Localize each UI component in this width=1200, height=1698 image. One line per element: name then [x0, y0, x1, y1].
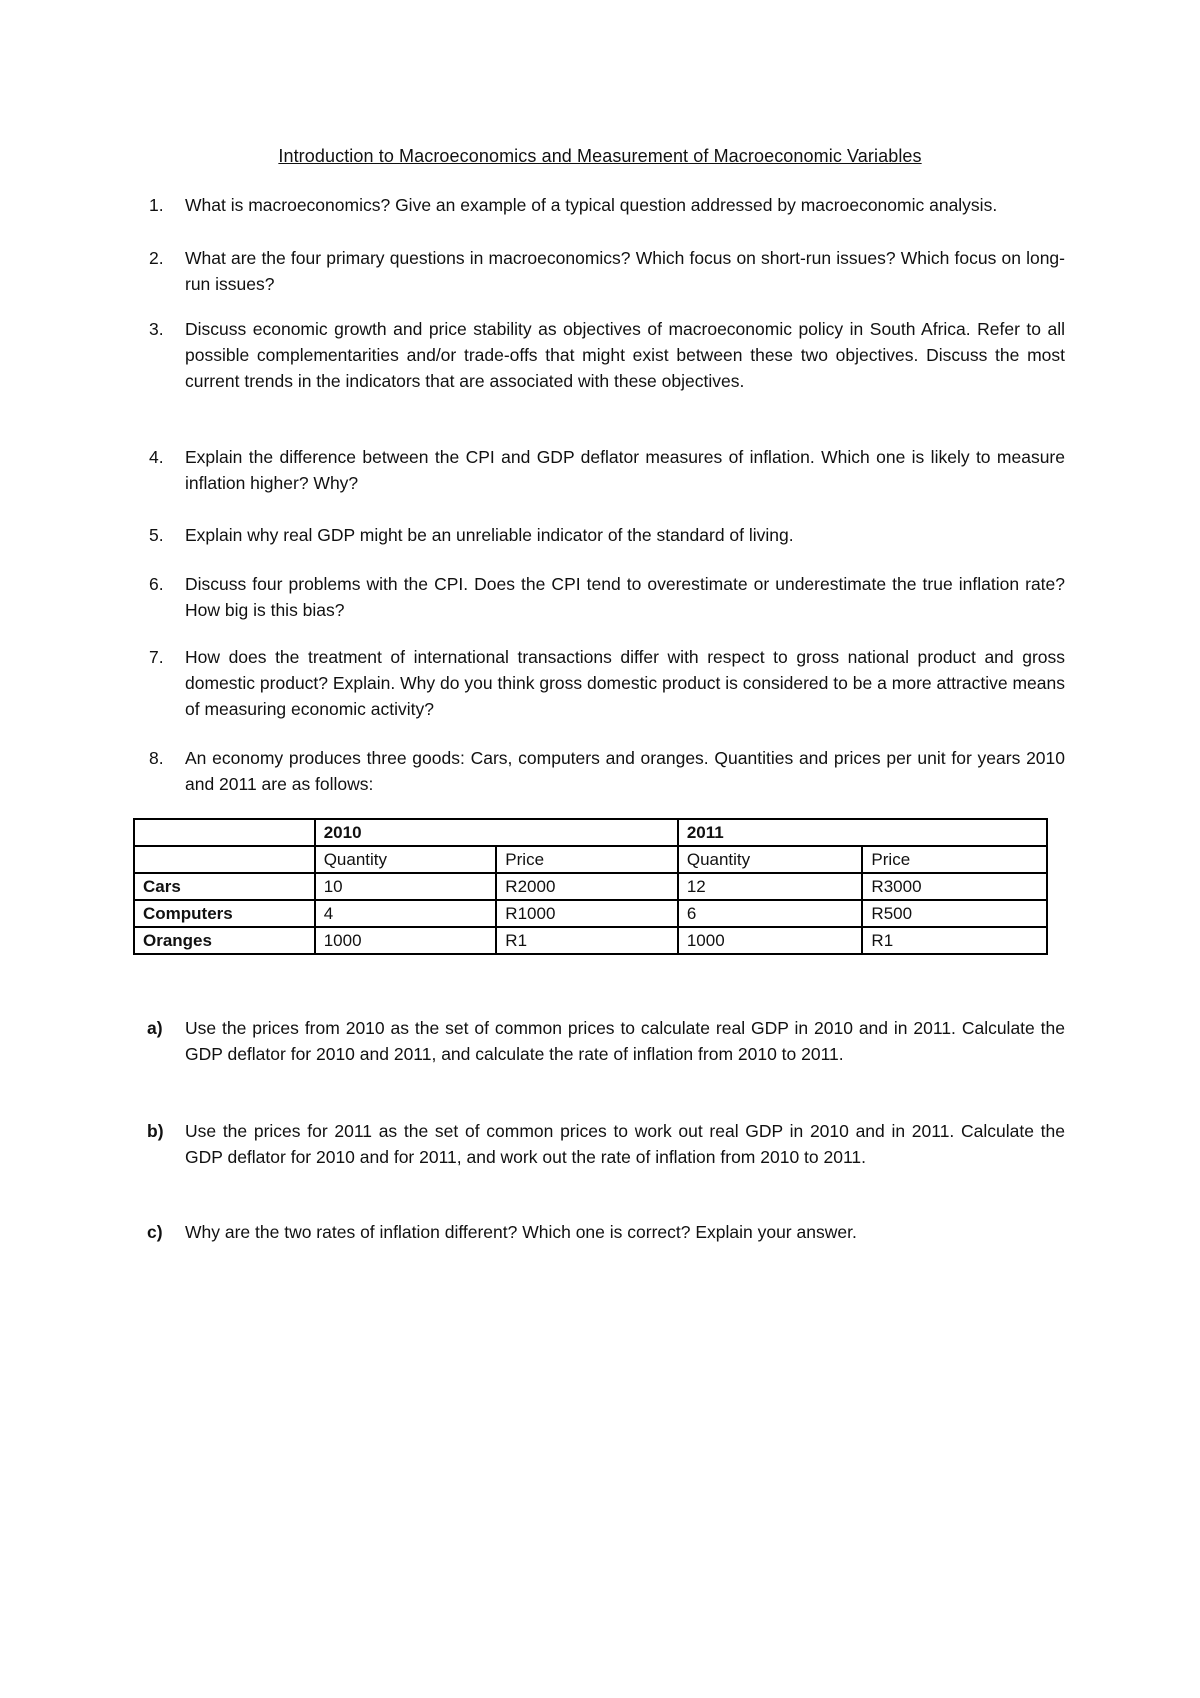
question-text: How does the treatment of international transactions differ with respect to gross national product and gross domestic product? Explain. Why do you think gross domestic product is considered to be a more attractive means of measuring economic activity?: [185, 647, 1065, 719]
subquestion-text: Use the prices for 2011 as the set of common prices to work out real GDP in 2010 and in 2011. Calculate the GDP deflator for 2010 and for 2011, and work out the rate of inflation from 2010 to 2011.: [185, 1121, 1065, 1167]
table-header-price: Price: [862, 846, 1047, 873]
table-cell: R500: [862, 900, 1047, 927]
table-header-quantity: Quantity: [678, 846, 863, 873]
question-text: Discuss economic growth and price stability as objectives of macroeconomic policy in South Africa. Refer to all possible complementarities and/or trade-offs that might exist between these two objectives. Discuss the most current trends in the indicators that are associated with these objectives.: [185, 319, 1065, 391]
table-cell: 12: [678, 873, 863, 900]
page-title: Introduction to Macroeconomics and Measurement of Macroeconomic Variables: [278, 146, 922, 166]
table-cell: R2000: [496, 873, 678, 900]
question-text: What are the four primary questions in macroeconomics? Which focus on short-run issues? Which focus on long-run issues?: [185, 248, 1065, 294]
question-3: [149, 316, 1065, 394]
question-text: What is macroeconomics? Give an example of a typical question addressed by macroeconomic analysis.: [185, 195, 998, 215]
question-text: Discuss four problems with the CPI. Does the CPI tend to overestimate or underestimate the true inflation rate? How big is this bias?: [185, 574, 1065, 620]
subquestion-text: Use the prices from 2010 as the set of common prices to calculate real GDP in 2010 and in 2011. Calculate the GDP deflator for 2010 and 2011, and calculate the rate of inflation from 2010 to 2011.: [185, 1018, 1065, 1064]
subquestion-b: [147, 1118, 1065, 1170]
table-column-header-row: [134, 846, 1047, 873]
question-2: [149, 245, 1065, 297]
question-number: 4.: [149, 447, 164, 467]
question-number: 8.: [149, 748, 164, 768]
question-7: [149, 644, 1065, 722]
table-row: [134, 873, 1047, 900]
table-year-row: [134, 819, 1047, 846]
question-number: 2.: [149, 248, 164, 268]
table-header-year: 2011: [678, 819, 1047, 846]
question-number: 1.: [149, 195, 164, 215]
subquestion-text: Why are the two rates of inflation different? Which one is correct? Explain your answer.: [185, 1222, 857, 1242]
table-cell: R1: [862, 927, 1047, 954]
table-header-year: 2010: [315, 819, 678, 846]
question-5: [149, 522, 1065, 548]
table-cell: 1000: [315, 927, 497, 954]
table-cell-empty: [134, 819, 315, 846]
table-row-label: Cars: [134, 873, 315, 900]
table-cell: 4: [315, 900, 497, 927]
table-header-price: Price: [496, 846, 678, 873]
question-text: Explain why real GDP might be an unreliable indicator of the standard of living.: [185, 525, 794, 545]
question-number: 7.: [149, 647, 164, 667]
table-row: [134, 900, 1047, 927]
table-row-label: Oranges: [134, 927, 315, 954]
table-cell: R1000: [496, 900, 678, 927]
table-cell: 6: [678, 900, 863, 927]
table-row-label: Computers: [134, 900, 315, 927]
question-text: Explain the difference between the CPI and GDP deflator measures of inflation. Which one is likely to measure inflation higher? Why?: [185, 447, 1065, 493]
table-cell: 1000: [678, 927, 863, 954]
question-1: [149, 192, 1065, 218]
table-header-quantity: Quantity: [315, 846, 497, 873]
goods-table: [133, 818, 1048, 955]
question-number: 5.: [149, 525, 164, 545]
question-text: An economy produces three goods: Cars, computers and oranges. Quantities and prices per unit for years 2010 and 2011 are as follows:: [185, 748, 1065, 794]
subquestion-c: [147, 1219, 1065, 1245]
question-number: 6.: [149, 574, 164, 594]
table-row: [134, 927, 1047, 954]
question-8: [149, 745, 1065, 797]
subquestion-label: b): [147, 1121, 164, 1141]
subquestion-label: c): [147, 1222, 163, 1242]
table-cell: R1: [496, 927, 678, 954]
table-cell: 10: [315, 873, 497, 900]
question-6: [149, 571, 1065, 623]
subquestion-label: a): [147, 1018, 163, 1038]
table-cell-empty: [134, 846, 315, 873]
question-number: 3.: [149, 319, 164, 339]
table-cell: R3000: [862, 873, 1047, 900]
question-4: [149, 444, 1065, 496]
subquestion-a: [147, 1015, 1065, 1067]
